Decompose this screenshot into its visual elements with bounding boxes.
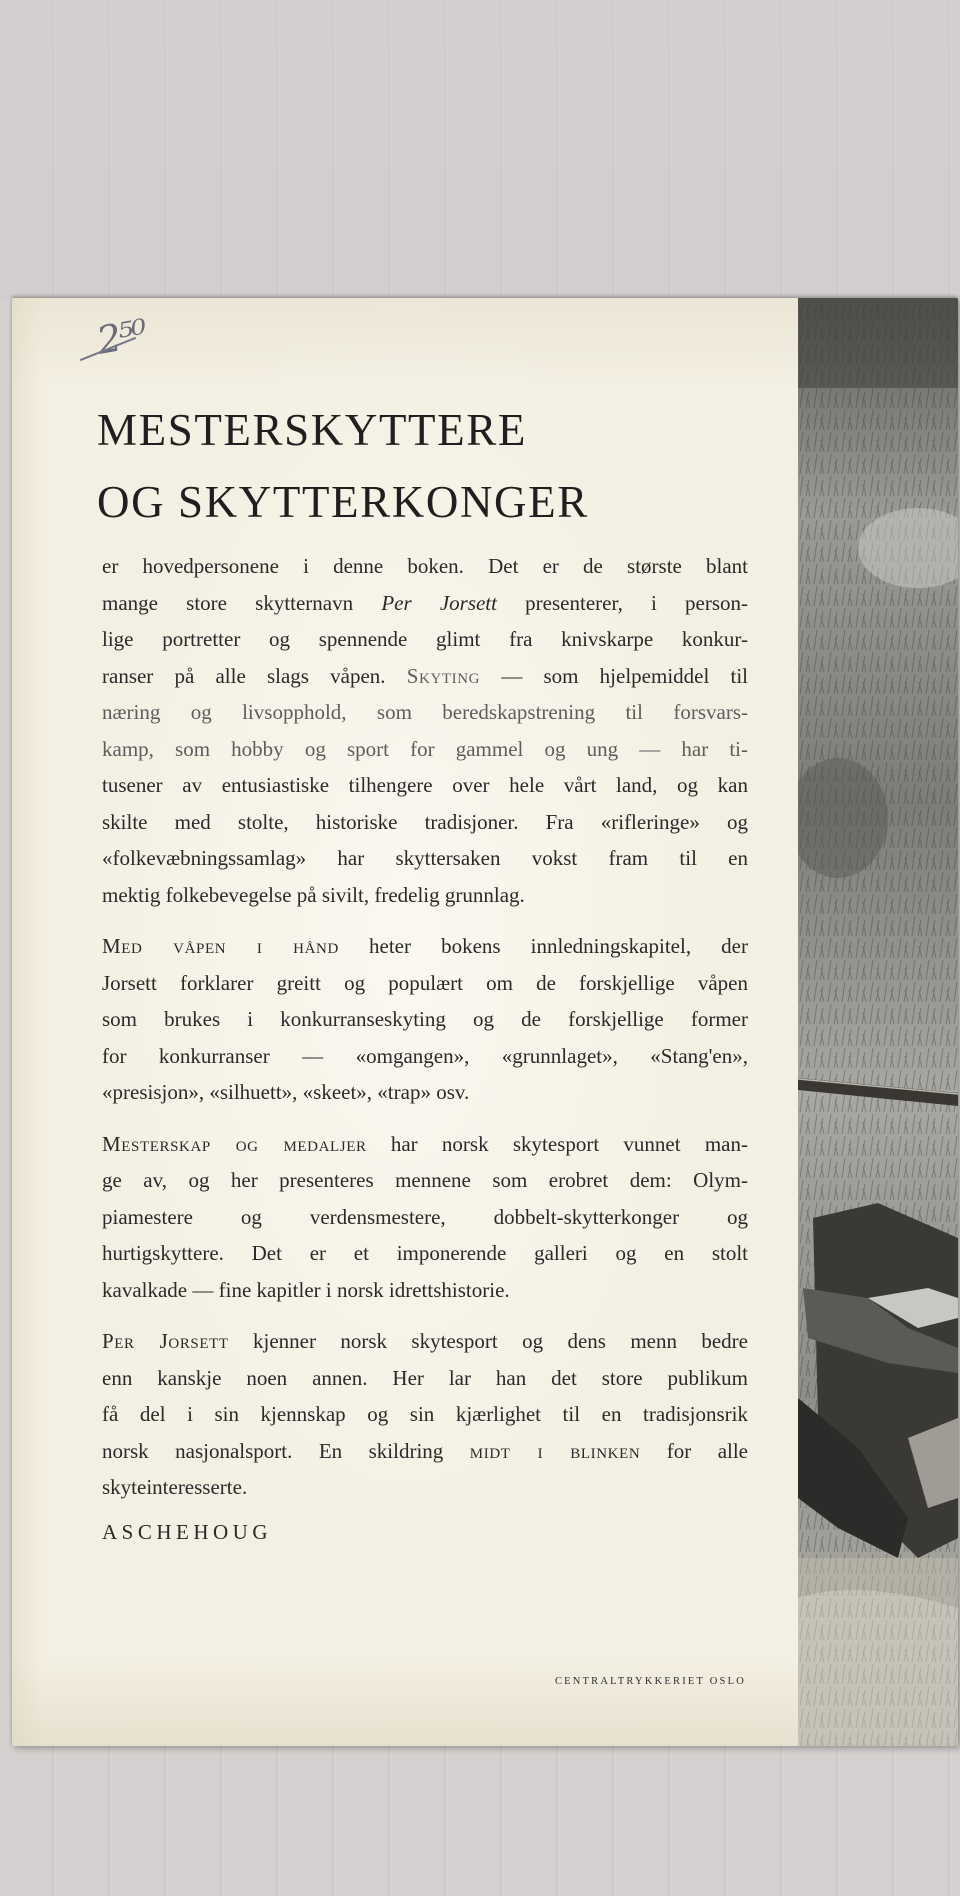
text-line: få del i sin kjennskap og sin kjærlighet til en tradisjonsrik bbox=[102, 1402, 748, 1426]
book-title bbox=[97, 394, 589, 538]
text-line: hurtigskyttere. Det er et imponerende galleri og en stolt bbox=[102, 1241, 748, 1265]
text-line: er hovedpersonene i denne boken. Det er de største blant bbox=[102, 554, 748, 578]
blurb-paragraph-3 bbox=[102, 1126, 748, 1309]
author-name: Per Jorsett bbox=[381, 590, 497, 615]
smallcaps-term: Skyting bbox=[406, 663, 481, 688]
background-wall bbox=[0, 0, 960, 300]
text-line: kavalkade — fine kapitler i norsk idrettshistorie. bbox=[102, 1277, 510, 1302]
text-line: som brukes i konkurranseskyting og de forskjellige former bbox=[102, 1007, 748, 1031]
cover-photo-strip bbox=[798, 298, 958, 1746]
smallcaps-term: Per Jorsett bbox=[102, 1329, 229, 1353]
cover-paper bbox=[12, 298, 798, 1746]
text-line: piamestere og verdensmestere, dobbelt-skytterkonger og bbox=[102, 1204, 748, 1229]
shooter-photo bbox=[798, 298, 958, 1746]
text-line: mange store skytternavn Per Jorsett presenterer, i person- bbox=[102, 590, 749, 615]
title-line-1: MESTERSKYTTERE bbox=[97, 405, 527, 455]
text-line: Per Jorsett kjenner norsk skytesport og dens menn bedre bbox=[102, 1329, 748, 1353]
text-line: lige portretter og spennende glimt fra knivskarpe konkur- bbox=[102, 627, 748, 651]
text-line: skyteinteresserte. bbox=[102, 1475, 248, 1499]
text-line: «folkevæbningssamlag» har skyttersaken vokst fram til en bbox=[102, 846, 748, 870]
blurb-paragraph-1 bbox=[102, 548, 748, 913]
text-line: «presisjon», «silhuett», «skeet», «trap» osv. bbox=[102, 1080, 470, 1104]
text-line: skilte med stolte, historiske tradisjoner. Fra «rifleringe» og bbox=[102, 809, 748, 834]
smallcaps-term: Mesterskap og medaljer bbox=[102, 1131, 367, 1156]
text-line: Mesterskap og medaljer har norsk skytesport vunnet man- bbox=[102, 1131, 748, 1156]
text-line: ranser på alle slags våpen. Skyting — som hjelpemiddel til bbox=[102, 663, 749, 688]
blurb-paragraph-2 bbox=[102, 928, 748, 1111]
text-line: enn kanskje noen annen. Her lar han det store publikum bbox=[102, 1365, 748, 1390]
text-line: kamp, som hobby og sport for gammel og ung — har ti- bbox=[102, 736, 748, 761]
smallcaps-term: Med våpen i hånd bbox=[102, 934, 339, 958]
blurb-text bbox=[102, 548, 748, 1521]
blurb-paragraph-4 bbox=[102, 1323, 748, 1506]
text-line: Jorsett forklarer greitt og populært om de forskjellige våpen bbox=[102, 970, 748, 995]
title-line-2: OG SKYTTERKONGER bbox=[97, 477, 589, 527]
text-line: for konkurranser — «omgangen», «grunnlaget», «Stang'en», bbox=[102, 1043, 748, 1068]
smallcaps-term: midt i blinken bbox=[469, 1438, 641, 1463]
text-line: tusener av entusiastiske tilhengere over hele vårt land, og kan bbox=[102, 773, 748, 797]
book-back-cover bbox=[12, 298, 958, 1746]
text-line: norsk nasjonalsport. En skildring midt i blinken for alle bbox=[102, 1438, 748, 1463]
text-line: Med våpen i hånd heter bokens innledningskapitel, der bbox=[102, 934, 748, 958]
text-line: næring og livsopphold, som beredskapstrening til forsvars- bbox=[102, 700, 748, 724]
handwritten-price: 2⁵⁰ bbox=[93, 311, 150, 363]
text-line: ge av, og her presenteres mennene som erobret dem: Olym- bbox=[102, 1168, 748, 1192]
text-line: mektig folkebevegelse på sivilt, fredelig grunnlag. bbox=[102, 882, 525, 907]
publisher-name: ASCHEHOUG bbox=[102, 1520, 273, 1544]
printer-imprint: CENTRALTRYKKERIET OSLO bbox=[554, 1676, 746, 1687]
